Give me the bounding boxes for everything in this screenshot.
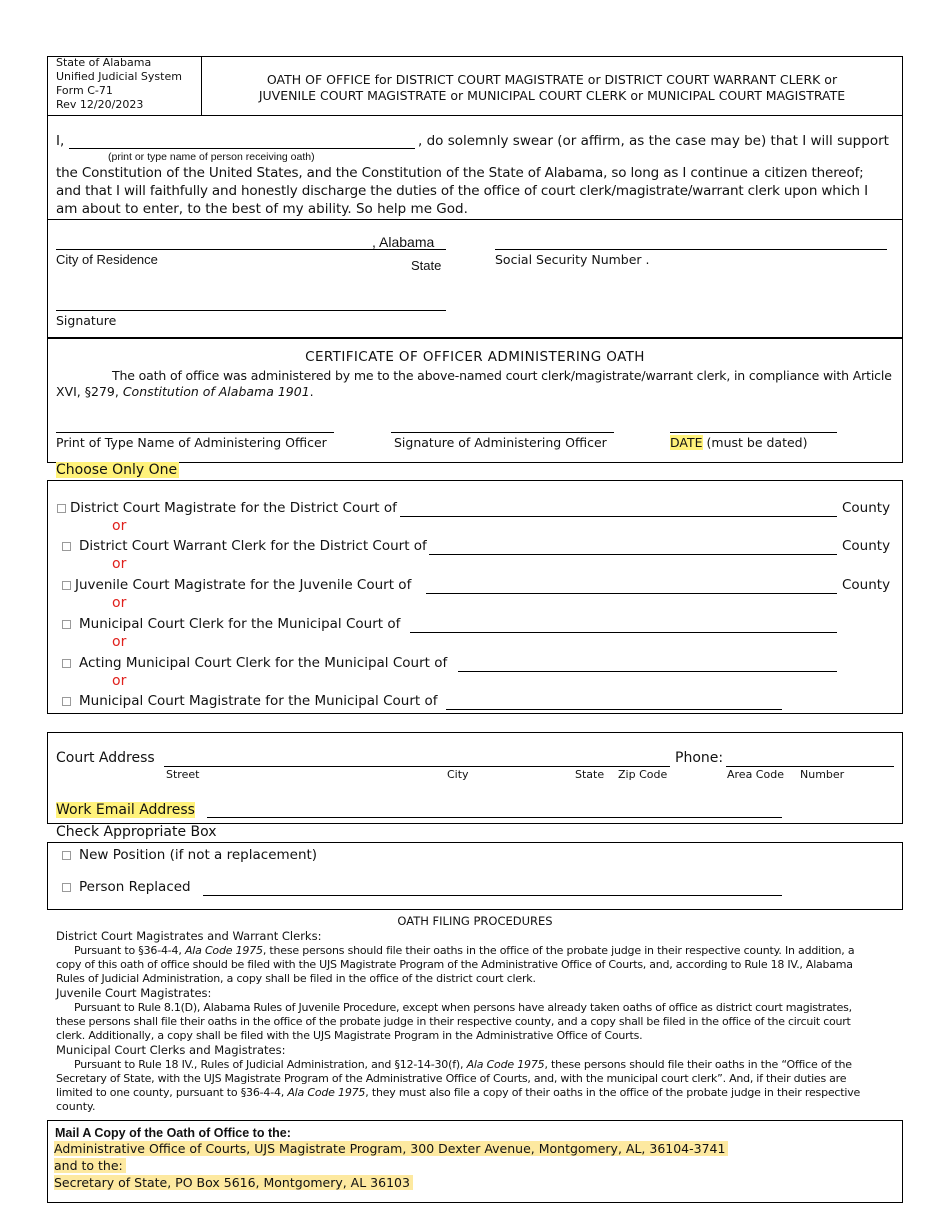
procedures-juvenile-line-3: clerk. Additionally, a copy shall be filed with the UJS Magistrate Program in the Administrative Office of Courts.: [56, 1029, 643, 1042]
oath-text-line-1: , do solemnly swear (or affirm, as the case may be) that I will support: [418, 133, 889, 149]
choose-only-one-heading: Choose Only One: [56, 462, 178, 478]
procedures-municipal-line-3: [56, 1086, 860, 1099]
ssn-field[interactable]: [495, 249, 887, 250]
municipal-probate-text: , they must also file a copy of their oaths in the office of the probate judge in their respective: [365, 1086, 861, 1099]
option-municipal-clerk-court-field[interactable]: [410, 632, 837, 633]
state-suffix: , Alabama: [372, 234, 435, 250]
procedures-juvenile-line-2: these persons shall file their oaths in the office of the probate judge in their respective county, and a copy shall be filed in the office of the circuit court: [56, 1015, 851, 1028]
form-number: Form C-71: [56, 84, 113, 97]
court-address-label: Court Address: [56, 750, 155, 766]
state-label: State: [411, 258, 442, 273]
procedures-heading-district: District Court Magistrates and Warrant Clerks:: [56, 929, 322, 943]
oath-text-line-2: the Constitution of the United States, and the Constitution of the State of Alabama, so long as I continue a citizen thereof;: [56, 165, 864, 181]
option-juvenile-magistrate-county-field[interactable]: [426, 593, 837, 594]
mail-and-to: and to the:: [54, 1158, 126, 1173]
option-municipal-clerk-label: Municipal Court Clerk for the Municipal Court of: [79, 616, 401, 632]
date-field[interactable]: [670, 432, 837, 433]
phone-field[interactable]: [726, 766, 894, 767]
signature-label: Signature: [56, 313, 117, 328]
procedures-district-line-2: copy of this oath of office should be filed with the UJS Magistrate Program of the Administrative Office of Courts, and, according to Rule 18 IV., Alabama: [56, 958, 853, 971]
certificate-body-line-2: [56, 384, 314, 399]
district-pursuant: Pursuant to §36-4-4,: [74, 944, 185, 957]
agency-line-state: State of Alabama: [56, 56, 152, 69]
residence-box: [47, 219, 903, 338]
oath-left-border: [47, 116, 48, 219]
municipal-ala-code: Ala Code 1975: [466, 1058, 545, 1071]
municipal-limited: limited to one county, pursuant to §36-4-4,: [56, 1086, 288, 1099]
mail-address-aoc: Administrative Office of Courts, UJS Magistrate Program, 300 Dexter Avenue, Montgomery, AL, 36104-3741: [54, 1141, 728, 1156]
work-email-label: Work Email Address: [56, 802, 195, 818]
procedures-municipal-line-2: Secretary of State, with the UJS Magistrate Program of the Administrative Office of Courts, and, with the municipal court clerk”. And, if their duties are: [56, 1072, 847, 1085]
county-label-2: County: [842, 538, 891, 554]
person-replaced-checkbox[interactable]: [62, 883, 71, 892]
oath-text-line-3: and that I will faithfully and honestly discharge the duties of the office of court clerk/magistrate/warrant clerk upon which I: [56, 183, 868, 199]
officer-name-field[interactable]: [56, 432, 334, 433]
district-file-text: , these persons should file their oaths in the office of the probate judge in their respective county. In addition, a: [262, 944, 855, 957]
option-district-magistrate-checkbox[interactable]: [57, 504, 66, 513]
municipal-file-text: , these persons should file their oaths in the “Office of the: [544, 1058, 852, 1071]
option-acting-municipal-clerk-label: Acting Municipal Court Clerk for the Municipal Court of: [79, 655, 448, 671]
number-caption: Number: [800, 768, 845, 781]
procedures-heading-municipal: Municipal Court Clerks and Magistrates:: [56, 1043, 286, 1057]
check-box-heading: Check Appropriate Box: [56, 824, 217, 840]
certificate-title: CERTIFICATE OF OFFICER ADMINISTERING OATH: [305, 349, 645, 365]
option-district-magistrate-county-field[interactable]: [400, 516, 837, 517]
certificate-body-line-1: The oath of office was administered by me to the above-named court clerk/magistrate/warrant clerk, in compliance with Article: [112, 368, 892, 383]
oath-text-line-4: am about to enter, to the best of my ability. So help me God.: [56, 201, 468, 217]
form-title-line-2: JUVENILE COURT MAGISTRATE or MUNICIPAL COURT CLERK or MUNICIPAL COURT MAGISTRATE: [258, 88, 846, 103]
city-label: City of Residence: [56, 252, 158, 267]
person-replaced-field[interactable]: [203, 895, 782, 896]
form-revision: Rev 12/20/2023: [56, 98, 144, 111]
constitution-citation: Constitution of Alabama 1901: [122, 384, 310, 399]
district-ala-code: Ala Code 1975: [184, 944, 263, 957]
work-email-field[interactable]: [207, 817, 782, 818]
or-separator-2: or: [112, 556, 127, 572]
option-municipal-magistrate-court-field[interactable]: [446, 709, 782, 710]
or-separator-4: or: [112, 634, 127, 650]
or-separator-5: or: [112, 673, 127, 689]
or-separator-1: or: [112, 518, 127, 534]
oath-name-field[interactable]: [69, 148, 415, 149]
date-label-highlight: DATE: [670, 435, 703, 450]
state-caption: State: [575, 768, 605, 781]
oath-right-border: [902, 116, 903, 219]
municipal-pursuant: Pursuant to Rule 18 IV., Rules of Judicial Administration, and §12-14-30(f),: [74, 1058, 467, 1071]
officer-name-label: Print of Type Name of Administering Officer: [56, 435, 327, 450]
form-title-line-1: OATH OF OFFICE for DISTRICT COURT MAGISTRATE or DISTRICT COURT WARRANT CLERK or: [266, 72, 838, 87]
area-code-caption: Area Code: [727, 768, 784, 781]
date-label: [670, 435, 807, 450]
option-juvenile-magistrate-label: Juvenile Court Magistrate for the Juvenile Court of: [75, 577, 412, 593]
option-municipal-clerk-checkbox[interactable]: [62, 620, 71, 629]
municipal-ala-code-2: Ala Code 1975: [287, 1086, 366, 1099]
mail-heading: Mail A Copy of the Oath of Office to the:: [55, 1126, 291, 1140]
or-separator-3: or: [112, 595, 127, 611]
city-caption: City: [447, 768, 469, 781]
officer-signature-label: Signature of Administering Officer: [394, 435, 607, 450]
procedures-title: OATH FILING PROCEDURES: [397, 914, 553, 928]
street-caption: Street: [166, 768, 200, 781]
option-acting-municipal-clerk-court-field[interactable]: [458, 671, 837, 672]
certificate-period: .: [309, 384, 314, 399]
zip-caption: Zip Code: [618, 768, 668, 781]
option-acting-municipal-clerk-checkbox[interactable]: [62, 659, 71, 668]
certificate-article: XVI, §279,: [56, 384, 123, 399]
date-note: (must be dated): [706, 435, 808, 450]
procedures-heading-juvenile: Juvenile Court Magistrates:: [56, 986, 212, 1000]
court-address-field[interactable]: [164, 766, 670, 767]
new-position-label: New Position (if not a replacement): [79, 847, 318, 863]
procedures-district-line-1: [74, 944, 854, 957]
oath-name-caption: (print or type name of person receiving oath): [108, 151, 315, 163]
procedures-juvenile-line-1: Pursuant to Rule 8.1(D), Alabama Rules of Juvenile Procedure, except when persons have already taken oaths of office as district court magistrates,: [74, 1001, 852, 1014]
signature-field[interactable]: [56, 310, 446, 311]
oath-prefix: I,: [56, 133, 65, 149]
procedures-municipal-line-4: county.: [56, 1100, 96, 1113]
procedures-district-line-3: Rules of Judicial Administration, a copy shall be filed in the office of the district court clerk.: [56, 972, 536, 985]
new-position-checkbox[interactable]: [62, 851, 71, 860]
option-warrant-clerk-label: District Court Warrant Clerk for the District Court of: [79, 538, 427, 554]
option-municipal-magistrate-checkbox[interactable]: [62, 697, 71, 706]
option-warrant-clerk-county-field[interactable]: [429, 554, 837, 555]
option-juvenile-magistrate-checkbox[interactable]: [62, 581, 71, 590]
mail-address-sos: Secretary of State, PO Box 5616, Montgomery, AL 36103: [54, 1175, 413, 1190]
officer-signature-field[interactable]: [391, 432, 614, 433]
person-replaced-label: Person Replaced: [79, 879, 191, 895]
agency-line-ujs: Unified Judicial System: [56, 70, 182, 83]
option-district-magistrate-label: District Court Magistrate for the District Court of: [70, 500, 397, 516]
ssn-label: Social Security Number .: [495, 252, 650, 267]
county-label-1: County: [842, 500, 891, 516]
option-municipal-magistrate-label: Municipal Court Magistrate for the Municipal Court of: [79, 693, 438, 709]
procedures-municipal-line-1: [74, 1058, 852, 1071]
county-label-3: County: [842, 577, 891, 593]
phone-label: Phone:: [675, 750, 724, 766]
option-warrant-clerk-checkbox[interactable]: [62, 542, 71, 551]
